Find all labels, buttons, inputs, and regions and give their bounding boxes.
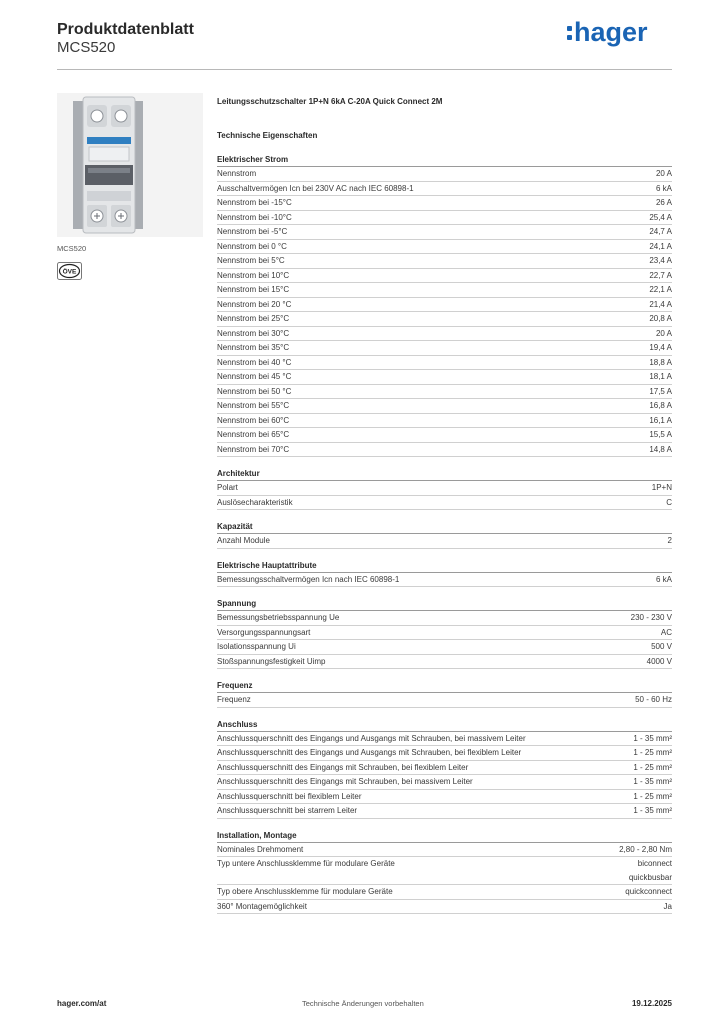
spec-label: Anschlussquerschnitt des Eingangs mit Schrauben, bei flexiblem Leiter xyxy=(217,762,469,772)
brand-wordmark: hager xyxy=(574,17,648,47)
spec-label: Nennstrom xyxy=(217,169,257,178)
spec-label: Nennstrom bei 55°C xyxy=(217,401,290,410)
section-title: Frequenz xyxy=(217,680,672,693)
spec-label: Nennstrom bei 5°C xyxy=(217,256,285,265)
spec-value: 50 - 60 Hz xyxy=(635,695,672,704)
spec-row xyxy=(217,775,672,790)
spec-value: 25,4 A xyxy=(649,212,672,222)
spec-value: biconnect quickbusbar xyxy=(628,859,672,882)
spec-label: Bemessungsschaltvermögen Icn nach IEC 60898-1 xyxy=(217,574,400,584)
spec-value: 1 - 25 mm² xyxy=(633,791,672,801)
spec-label: Bemessungsbetriebsspannung Ue xyxy=(217,613,340,622)
spec-value: 21,4 A xyxy=(649,299,672,309)
product-image xyxy=(57,93,203,237)
spec-value: 18,1 A xyxy=(649,372,672,381)
spec-label: Anschlussquerschnitt bei starrem Leiter xyxy=(217,806,358,815)
spec-label: Typ untere Anschlussklemme für modulare Geräte xyxy=(217,859,395,868)
spec-row xyxy=(217,496,672,511)
ove-mark-label: ÖVE xyxy=(62,268,77,276)
spec-section xyxy=(217,154,672,457)
technical-properties-title: Technische Eigenschaften xyxy=(217,131,318,140)
spec-label: Nennstrom bei 65°C xyxy=(217,430,290,439)
spec-value: 16,8 A xyxy=(649,401,672,410)
spec-label: Polart xyxy=(217,483,238,492)
spec-row xyxy=(217,327,672,342)
spec-value: 1 - 35 mm² xyxy=(633,777,672,786)
spec-row xyxy=(217,746,672,761)
spec-value: 22,7 A xyxy=(649,270,672,280)
spec-value: 22,1 A xyxy=(649,285,672,294)
spec-value: 1P+N xyxy=(651,483,672,492)
spec-row xyxy=(217,182,672,197)
spec-row xyxy=(217,857,672,885)
spec-label: Nennstrom bei 25°C xyxy=(217,314,290,323)
spec-row xyxy=(217,626,672,641)
footer-notice: Technische Änderungen vorbehalten xyxy=(302,999,424,1008)
spec-label: Nennstrom bei -5°C xyxy=(217,227,288,236)
spec-value: 20,8 A xyxy=(649,314,672,323)
spec-section xyxy=(217,598,672,669)
spec-value: 24,1 A xyxy=(649,241,672,251)
spec-value: 14,8 A xyxy=(649,444,672,454)
spec-label: Nennstrom bei -10°C xyxy=(217,212,292,222)
spec-value: Ja xyxy=(663,901,672,911)
section-title: Elektrische Hauptattribute xyxy=(217,560,672,573)
spec-row xyxy=(217,414,672,429)
hager-logo xyxy=(566,14,666,48)
spec-label: Frequenz xyxy=(217,695,251,704)
spec-row xyxy=(217,240,672,255)
spec-label: Nennstrom bei -15°C xyxy=(217,198,292,207)
spec-value: quickconnect xyxy=(625,887,672,896)
spec-value: 17,5 A xyxy=(649,386,672,396)
section-title: Installation, Montage xyxy=(217,830,672,843)
datasheet-content xyxy=(217,96,672,914)
spec-row xyxy=(217,312,672,327)
footer-date: 19.12.2025 xyxy=(631,999,672,1008)
spec-section xyxy=(217,521,672,549)
ove-certification-icon xyxy=(57,262,82,280)
spec-value: 24,7 A xyxy=(649,227,672,236)
product-description: Leitungsschutzschalter 1P+N 6kA C-20A Quick Connect 2M xyxy=(217,97,443,106)
spec-section xyxy=(217,830,672,915)
spec-row xyxy=(217,385,672,400)
spec-label: Versorgungsspannungsart xyxy=(217,627,311,637)
spec-value: 6 kA xyxy=(655,183,672,193)
spec-row xyxy=(217,167,672,182)
section-title: Architektur xyxy=(217,468,672,481)
spec-value: 2,80 - 2,80 Nm xyxy=(619,844,672,854)
spec-label: Nennstrom bei 45 °C xyxy=(217,372,292,381)
spec-label: Anschlussquerschnitt des Eingangs und Ausgangs mit Schrauben, bei massivem Leiter xyxy=(217,733,526,743)
spec-row xyxy=(217,640,672,655)
spec-label: 360° Montagemöglichkeit xyxy=(217,901,307,911)
section-title: Elektrischer Strom xyxy=(217,154,672,167)
spec-row xyxy=(217,196,672,211)
spec-row xyxy=(217,804,672,819)
spec-label: Nennstrom bei 60°C xyxy=(217,415,290,425)
spec-value: 1 - 35 mm² xyxy=(633,733,672,743)
spec-section xyxy=(217,680,672,708)
spec-label: Isolationsspannung Ui xyxy=(217,642,296,651)
spec-value: 4000 V xyxy=(646,656,672,666)
spec-value: 1 - 25 mm² xyxy=(633,762,672,772)
page-title: Produktdatenblatt xyxy=(57,21,194,38)
spec-sections xyxy=(217,154,672,914)
spec-value: 23,4 A xyxy=(649,256,672,265)
spec-row xyxy=(217,341,672,356)
spec-row xyxy=(217,356,672,371)
section-title: Anschluss xyxy=(217,719,672,732)
spec-value: 500 V xyxy=(651,642,672,651)
spec-row xyxy=(217,843,672,858)
spec-value: 1 - 25 mm² xyxy=(633,748,672,757)
product-code: MCS520 xyxy=(57,39,116,56)
spec-label: Nennstrom bei 70°C xyxy=(217,444,290,454)
spec-row xyxy=(217,254,672,269)
spec-row xyxy=(217,283,672,298)
spec-value: 15,5 A xyxy=(649,430,672,439)
spec-row xyxy=(217,399,672,414)
spec-value: 230 - 230 V xyxy=(630,613,672,622)
spec-row xyxy=(217,732,672,747)
spec-value: 20 A xyxy=(655,169,672,178)
spec-section xyxy=(217,560,672,588)
spec-label: Nennstrom bei 15°C xyxy=(217,285,290,294)
spec-row xyxy=(217,900,672,915)
spec-value: 1 - 35 mm² xyxy=(633,806,672,815)
spec-row xyxy=(217,534,672,549)
spec-label: Nennstrom bei 50 °C xyxy=(217,386,292,396)
spec-row xyxy=(217,655,672,670)
spec-label: Nominales Drehmoment xyxy=(217,844,304,854)
footer-website: hager.com/at xyxy=(57,999,107,1008)
spec-row xyxy=(217,225,672,240)
spec-value: 20 A xyxy=(655,328,672,338)
spec-value: 2 xyxy=(667,536,672,545)
spec-value: C xyxy=(666,497,672,507)
spec-value: 18,8 A xyxy=(649,357,672,367)
spec-value: 19,4 A xyxy=(649,343,672,352)
spec-row xyxy=(217,443,672,458)
spec-row xyxy=(217,298,672,313)
spec-row xyxy=(217,428,672,443)
spec-label: Anschlussquerschnitt des Eingangs mit Schrauben, bei massivem Leiter xyxy=(217,777,473,786)
spec-label: Anschlussquerschnitt bei flexiblem Leiter xyxy=(217,791,362,801)
spec-row xyxy=(217,269,672,284)
spec-label: Auslösecharakteristik xyxy=(217,497,293,507)
spec-row xyxy=(217,761,672,776)
spec-row xyxy=(217,885,672,900)
spec-label: Anzahl Module xyxy=(217,536,270,545)
header-divider xyxy=(57,69,672,70)
spec-value: AC xyxy=(660,627,672,637)
spec-label: Nennstrom bei 20 °C xyxy=(217,299,292,309)
section-title: Spannung xyxy=(217,598,672,611)
spec-label: Nennstrom bei 40 °C xyxy=(217,357,292,367)
spec-label: Ausschaltvermögen Icn bei 230V AC nach IEC 60898-1 xyxy=(217,183,414,193)
spec-section xyxy=(217,468,672,510)
product-image-caption: MCS520 xyxy=(57,244,87,253)
spec-label: Nennstrom bei 30°C xyxy=(217,328,290,338)
spec-row xyxy=(217,370,672,385)
spec-label: Anschlussquerschnitt des Eingangs und Ausgangs mit Schrauben, bei flexiblem Leiter xyxy=(217,748,522,757)
spec-label: Stoßspannungsfestigkeit Uimp xyxy=(217,656,326,666)
spec-value: 26 A xyxy=(655,198,672,207)
spec-row xyxy=(217,693,672,708)
spec-row xyxy=(217,611,672,626)
section-title: Kapazität xyxy=(217,521,672,534)
spec-label: Nennstrom bei 35°C xyxy=(217,343,290,352)
spec-row xyxy=(217,573,672,588)
spec-row xyxy=(217,481,672,496)
spec-section xyxy=(217,719,672,819)
spec-label: Nennstrom bei 10°C xyxy=(217,270,290,280)
spec-label: Typ obere Anschlussklemme für modulare Geräte xyxy=(217,887,393,896)
spec-row xyxy=(217,211,672,226)
spec-value: 16,1 A xyxy=(649,415,672,425)
spec-value: 6 kA xyxy=(655,574,672,584)
spec-label: Nennstrom bei 0 °C xyxy=(217,241,287,251)
spec-row xyxy=(217,790,672,805)
